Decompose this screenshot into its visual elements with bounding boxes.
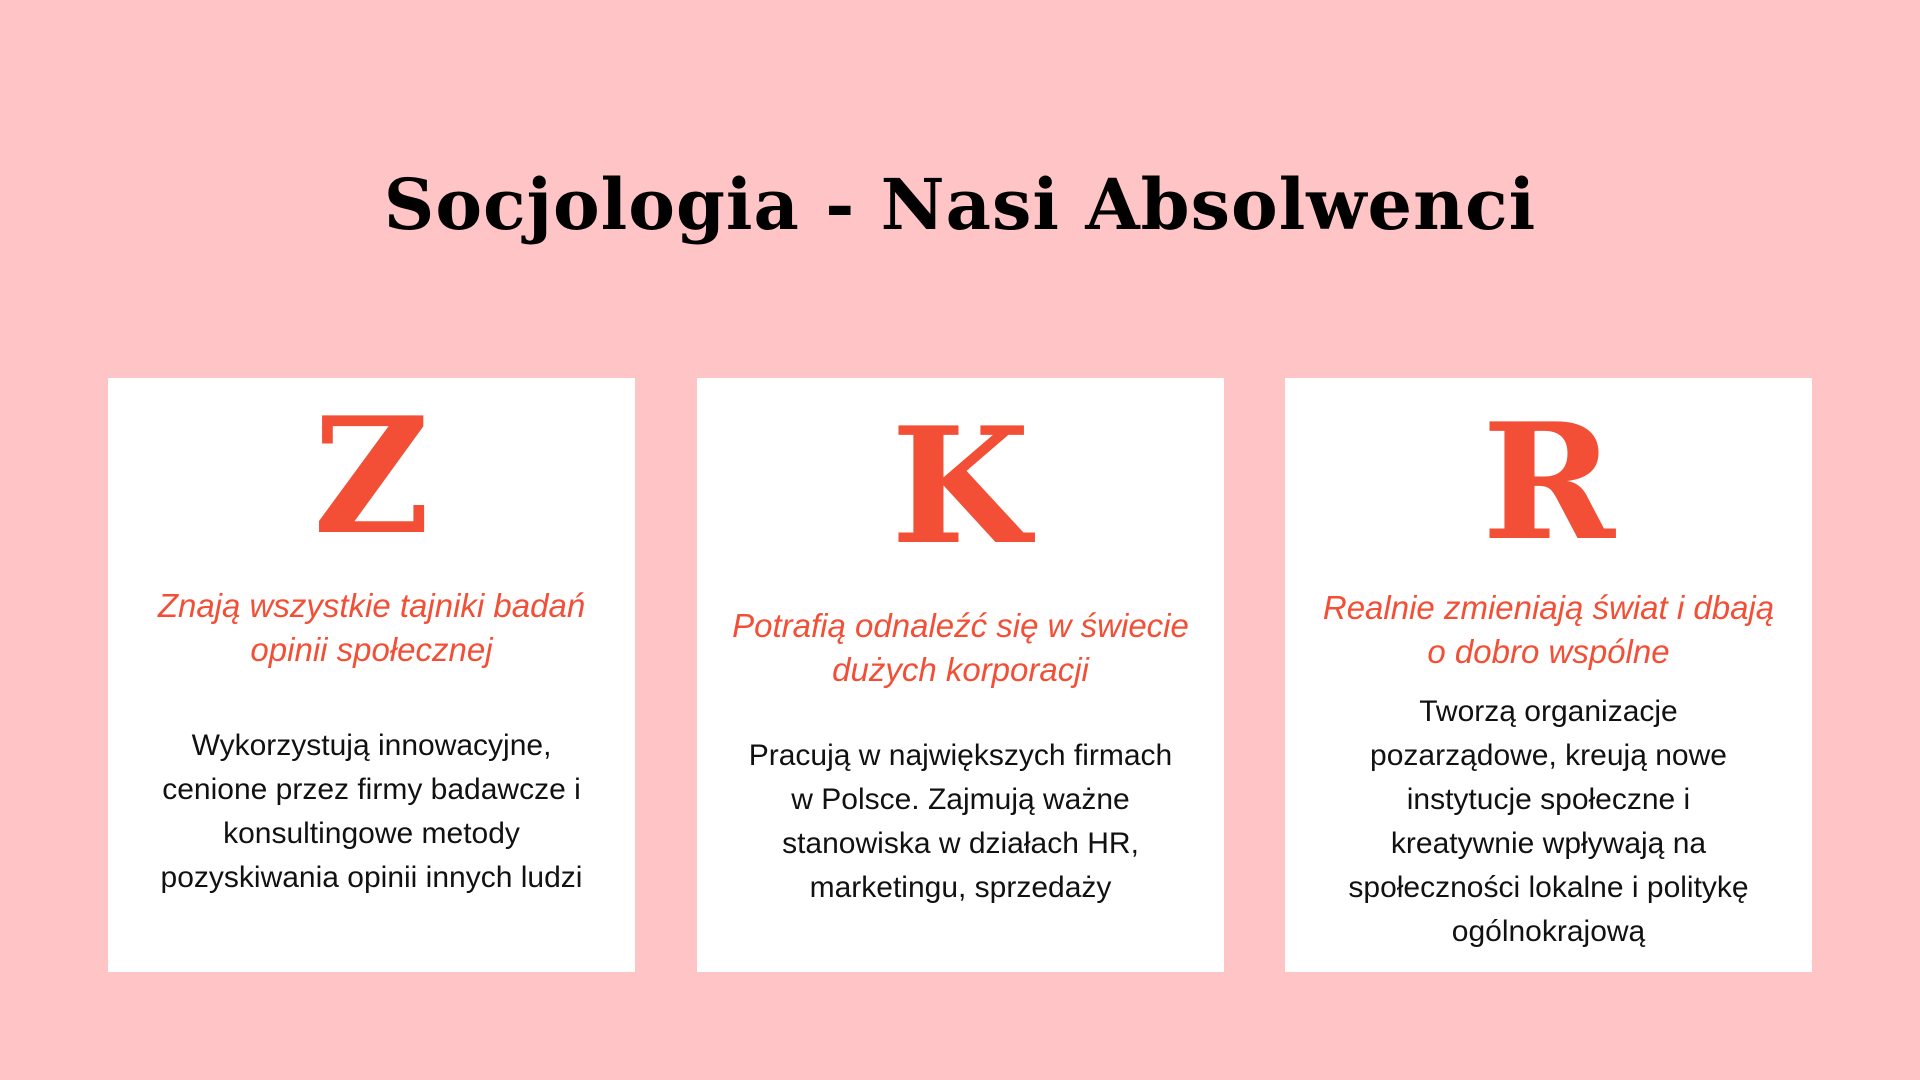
card-k (697, 378, 1224, 972)
card-body: Wykorzystują innowacyjne, cenione przez firmy badawcze i konsultingowe metody pozyskiwania opinii innych ludzi (160, 729, 583, 894)
card-subtitle: Znają wszystkie tajniki badań opinii społecznej (157, 587, 586, 668)
card-z (108, 378, 635, 972)
card-body: Pracują w największych firmach w Polsce. Zajmują ważne stanowiska w działach HR, marketingu, sprzedaży (748, 739, 1173, 904)
card-subtitle: Potrafią odnaleźć się w świecie dużych korporacji (732, 607, 1189, 688)
card-letter: R (1482, 388, 1615, 576)
card-body: Tworzą organizacje pozarządowe, kreują nowe instytucje społeczne i kreatywnie wpływają na społeczności lokalne i politykę ogólnokrajową (1348, 695, 1749, 948)
page-title: Socjologia - Nasi Absolwenci (383, 163, 1537, 246)
card-r (1285, 378, 1812, 972)
card-letter: Z (313, 382, 430, 570)
card-letter: K (890, 392, 1031, 580)
card-subtitle: Realnie zmieniają świat i dbają o dobro wspólne (1322, 589, 1775, 670)
